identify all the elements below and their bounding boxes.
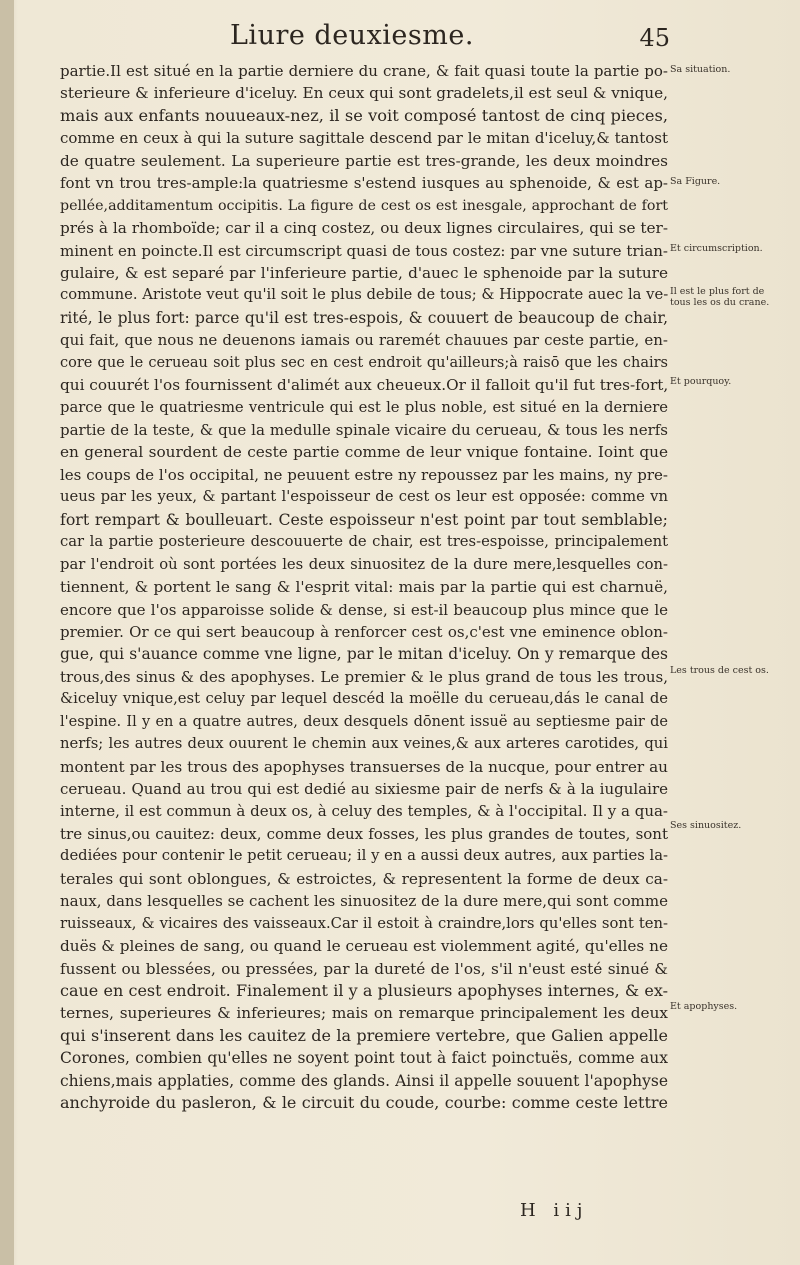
text-line: core que le cerueau soit plus sec en cest endroit qu'ailleurs;à raisō que les chairs bbox=[60, 354, 668, 371]
text-line: mais aux enfants nouueaux-nez, il se voit composé tantost de cinq pieces, bbox=[60, 105, 668, 125]
text-line: gulaire, & est separé par l'inferieure partie, d'auec le sphenoide par la suture bbox=[60, 263, 668, 282]
body-text bbox=[60, 60, 668, 1115]
text-line: tre sinus,ou cauitez: deux, comme deux fosses, les plus grandes de toutes, sont bbox=[60, 824, 668, 843]
text-line: commune. Aristote veut qu'il soit le plus debile de tous; & Hippocrate auec la ve- bbox=[60, 286, 668, 304]
text-line: ruisseaux, & vicaires des vaisseaux.Car il estoit à craindre,lors qu'elles sont ten- bbox=[60, 914, 668, 932]
text-line: font vn trou tres-ample:la quatriesme s'estend iusques au sphenoide, & est ap- bbox=[60, 174, 668, 193]
text-line: chiens,mais applaties, comme des glands. Ainsi il appelle souuent l'apophyse bbox=[60, 1071, 668, 1090]
text-line: partie de la teste, & que la medulle spinale vicaire du cerueau, & tous les nerfs bbox=[60, 421, 668, 439]
text-line: naux, dans lesquelles se cachent les sinuositez de la dure mere,qui sont comme bbox=[60, 892, 668, 911]
text-line: ternes, superieures & inferieures; mais on remarque principalement les deux bbox=[60, 1004, 668, 1023]
text-line: comme en ceux à qui la suture sagittale descend par le mitan d'iceluy,& tantost bbox=[60, 129, 668, 148]
text-line: pellée,additamentum occipitis. La figure de cest os est inesgale, approchant de fort bbox=[60, 197, 668, 214]
text-line: qui fait, que nous ne deuenons iamais ou raremét chauues par ceste partie, en- bbox=[60, 331, 668, 350]
text-line: &iceluy vnique,est celuy par lequel descéd la moëlle du cerueau,dás le canal de bbox=[60, 690, 668, 708]
text-line: sterieure & inferieure d'iceluy. En ceux qui sont gradelets,il est seul & vnique, bbox=[60, 84, 668, 103]
text-line: qui couurét l'os fournissent d'alimét aux cheueux.Or il falloit qu'il fut tres-fort, bbox=[60, 376, 668, 395]
text-line: fussent ou blessées, ou pressées, par la dureté de l'os, s'il n'eust esté sinué & bbox=[60, 959, 668, 978]
text-line: minent en poincte.Il est circumscript quasi de tous costez: par vne suture trian- bbox=[60, 241, 668, 260]
text-line: interne, il est commun à deux os, à celuy des temples, & à l'occipital. Il y a qua- bbox=[60, 802, 668, 821]
text-line: anchyroide du pasleron, & le circuit du coude, courbe: comme ceste lettre bbox=[60, 1093, 668, 1113]
text-line: prés à la rhomboïde; car il a cinq costez, ou deux lignes circulaires, qui se ter- bbox=[60, 219, 668, 238]
text-line: parce que le quatriesme ventricule qui est le plus noble, est situé en la derniere bbox=[60, 398, 668, 416]
signature-mark: H iij bbox=[520, 1200, 589, 1221]
text-line: car la partie posterieure descouuerte de chair, est tres-espoisse, principalement bbox=[60, 533, 668, 551]
running-title: Liure deuxiesme. bbox=[230, 20, 474, 51]
text-line: nerfs; les autres deux ouurent le chemin aux veines,& aux arteres carotides, qui bbox=[60, 735, 668, 753]
text-line: partie.Il est situé en la partie derniere du crane, & fait quasi toute la partie po- bbox=[60, 62, 668, 80]
marginal-note: Et pourquoy. bbox=[670, 376, 732, 387]
marginal-note: Sa situation. bbox=[670, 64, 731, 75]
marginal-note: Sa Figure. bbox=[670, 176, 721, 187]
text-line: montent par les trous des apophyses transuerses de la nucque, pour entrer au bbox=[60, 757, 668, 776]
page-gutter bbox=[0, 0, 14, 1265]
text-line: ueus par les yeux, & partant l'espoisseur de cest os leur est opposée: comme vn bbox=[60, 488, 668, 506]
text-line: de quatre seulement. La superieure partie est tres-grande, les deux moindres bbox=[60, 151, 668, 170]
text-line: rité, le plus fort: parce qu'il est tres-espois, & couuert de beaucoup de chair, bbox=[60, 308, 668, 327]
text-line: premier. Or ce qui sert beaucoup à renforcer cest os,c'est vne eminence oblon- bbox=[60, 622, 668, 641]
text-line: terales qui sont oblongues, & estroictes, & representent la forme de deux ca- bbox=[60, 869, 668, 888]
page-header bbox=[60, 18, 670, 58]
text-line: encore que l'os apparoisse solide & dense, si est-il beaucoup plus mince que le bbox=[60, 600, 668, 619]
text-line: l'espine. Il y en a quatre autres, deux desquels dōnent issuë au septiesme pair de bbox=[60, 713, 668, 730]
marginal-note: Et circumscription. bbox=[670, 243, 763, 254]
text-line: tiennent, & portent le sang & l'esprit vital: mais par la partie qui est charnuë, bbox=[60, 578, 668, 597]
text-line: trous,des sinus & des apophyses. Le premier & le plus grand de tous les trous, bbox=[60, 667, 668, 686]
marginal-note: Les trous de cest os. bbox=[670, 665, 769, 676]
text-line: duës & pleines de sang, ou quand le cerueau est violemment agité, qu'elles ne bbox=[60, 937, 668, 956]
text-line: caue en cest endroit. Finalement il y a plusieurs apophyses internes, & ex- bbox=[60, 980, 668, 1000]
marginal-note: Ses sinuositez. bbox=[670, 820, 742, 831]
text-line: Corones, combien qu'elles ne soyent point tout à faict poinctuës, comme aux bbox=[60, 1049, 668, 1068]
text-line: fort rempart & boulleuart. Ceste espoisseur n'est point par tout semblable; bbox=[60, 509, 668, 529]
text-line: gue, qui s'auance comme vne ligne, par le mitan d'iceluy. On y remarque des bbox=[60, 645, 668, 664]
text-line: par l'endroit où sont portées les deux sinuositez de la dure mere,lesquelles con- bbox=[60, 555, 668, 573]
marginal-note: Il est le plus fort de tous les os du crane. bbox=[670, 286, 770, 308]
page-number: 45 bbox=[639, 24, 670, 52]
text-line: les coups de l'os occipital, ne peuuent estre ny repoussez par les mains, ny pre- bbox=[60, 465, 668, 484]
marginal-note: Et apophyses. bbox=[670, 1001, 738, 1012]
text-line: qui s'inserent dans les cauitez de la premiere vertebre, que Galien appelle bbox=[60, 1025, 668, 1045]
text-line: en general sourdent de ceste partie comme de leur vnique fontaine. Ioint que bbox=[60, 443, 668, 462]
text-line: dediées pour contenir le petit cerueau; il y en a aussi deux autres, aux parties la- bbox=[60, 847, 668, 865]
text-line: cerueau. Quand au trou qui est dedié au sixiesme pair de nerfs & à la iugulaire bbox=[60, 780, 668, 798]
